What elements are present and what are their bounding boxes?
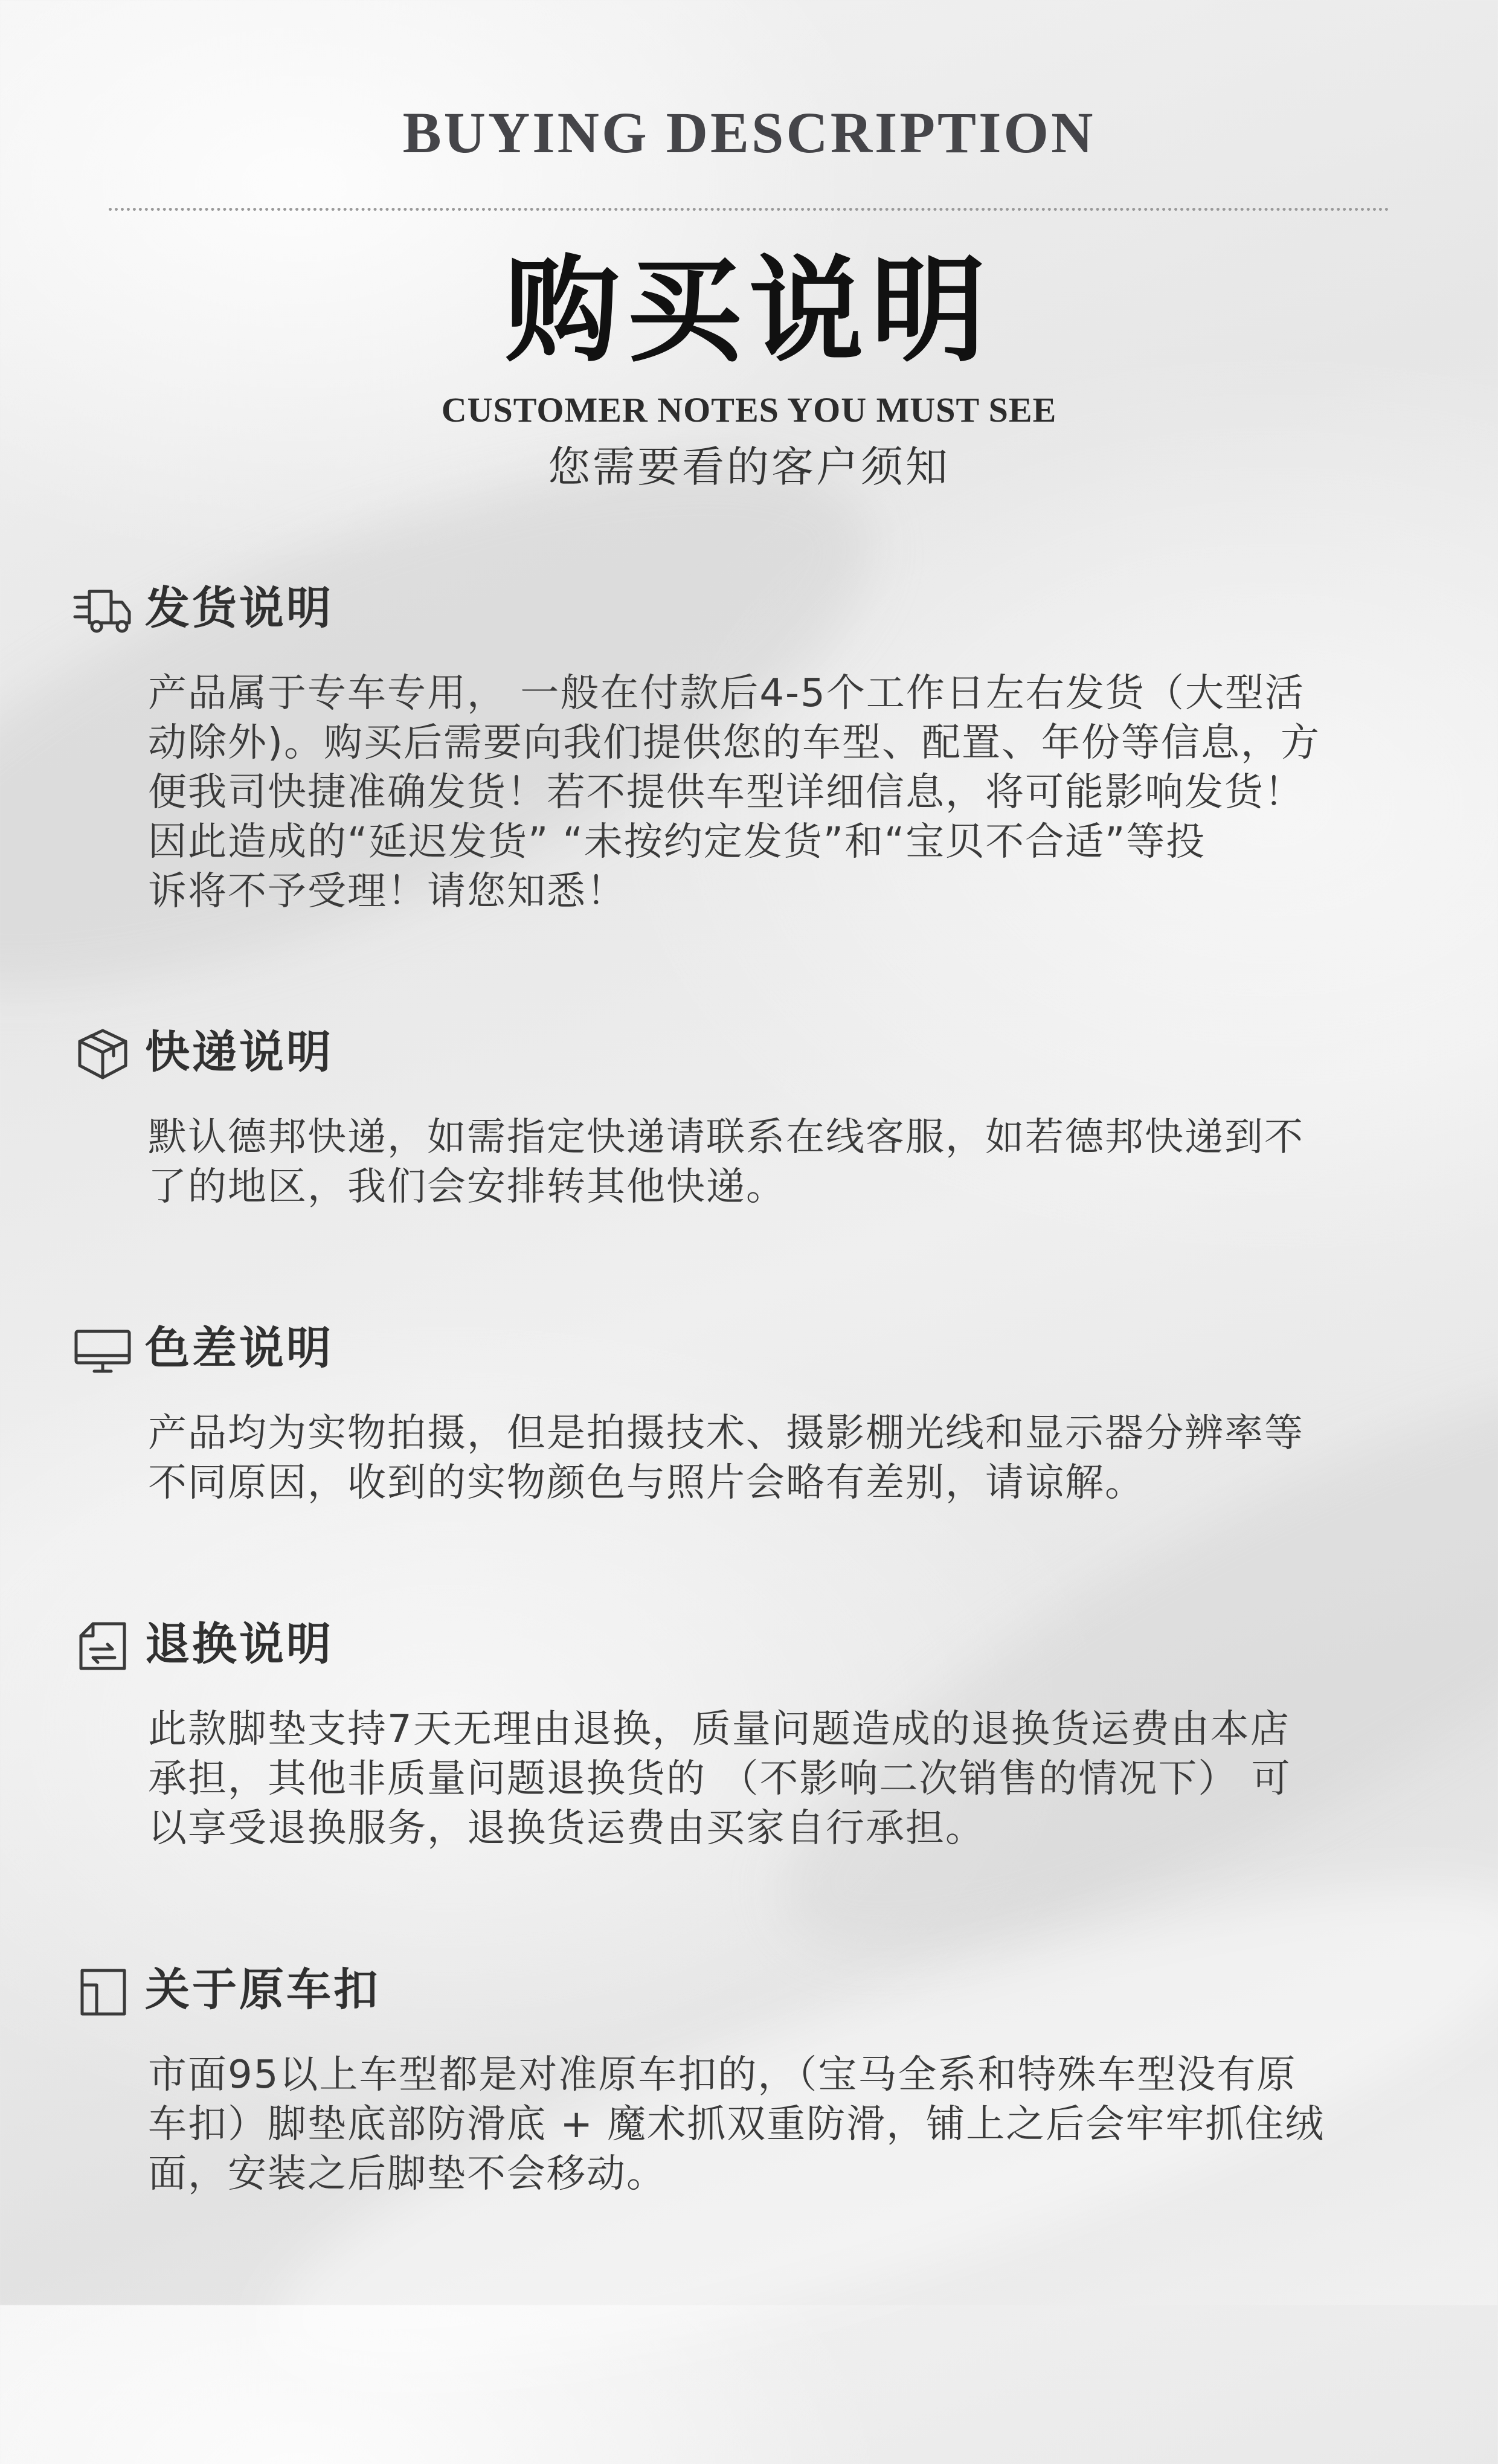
monitor-icon [72, 1323, 133, 1377]
package-box-icon [72, 1027, 133, 1081]
section-body [148, 669, 1483, 916]
body-line: 此款脚垫支持7天无理由退换，质量问题造成的退换货运费由本店 [148, 1707, 1290, 1752]
buckle-clip-icon [72, 1964, 133, 2019]
section-header [72, 1317, 1426, 1383]
section-header [72, 1021, 1426, 1087]
section-header [72, 1613, 1426, 1679]
section-original-clip [72, 1958, 1426, 2199]
section-return [72, 1613, 1426, 1853]
section-header [72, 1958, 1426, 2025]
section-title: 关于原车扣 [145, 1964, 381, 2016]
section-title: 快递说明 [145, 1026, 333, 1078]
body-line: 了的地区，我们会安排转其他快递。 [148, 1165, 786, 1209]
chinese-subtitle: 您需要看的客户须知 [548, 442, 950, 492]
section-body [148, 1113, 1483, 1212]
return-exchange-icon [72, 1619, 133, 1673]
section-title: 退换说明 [145, 1618, 333, 1670]
body-line: 车扣）脚垫底部防滑底 + 魔术抓双重防滑，铺上之后会牢牢抓住绒 [148, 2102, 1325, 2147]
english-subtitle: CUSTOMER NOTES YOU MUST SEE [441, 390, 1057, 429]
body-line: 以享受退换服务，退换货运费由买家自行承担。 [148, 1806, 985, 1851]
section-header [72, 577, 1426, 643]
body-line: 动除外)。购买后需要向我们提供您的车型、配置、年份等信息，方 [148, 721, 1320, 765]
body-line: 承担，其他非质量问题退换货的 （不影响二次销售的情况下） 可 [148, 1757, 1291, 1801]
page-title: 购买说明 [504, 244, 993, 378]
body-line: 市面95以上车型都是对准原车扣的，（宝马全系和特殊车型没有原 [148, 2053, 1297, 2097]
section-body [148, 1409, 1483, 1508]
section-color [72, 1317, 1426, 1508]
section-body [148, 2050, 1483, 2199]
body-line: 不同原因，收到的实物颜色与照片会略有差别，请谅解。 [148, 1461, 1145, 1505]
body-line: 产品均为实物拍摄，但是拍摄技术、摄影棚光线和显示器分辨率等 [148, 1411, 1304, 1456]
section-shipping [72, 577, 1426, 916]
section-courier [72, 1021, 1426, 1212]
section-body [148, 1705, 1483, 1853]
delivery-truck-icon [72, 583, 133, 637]
body-line: 便我司快捷准确发货！若不提供车型详细信息，将可能影响发货！ [148, 770, 1304, 815]
body-line: 因此造成的“延迟发货” “未按约定发货”和“宝贝不合适”等投 [148, 820, 1206, 864]
body-line: 产品属于专车专用， 一般在付款后4-5个工作日左右发货（大型活 [148, 671, 1305, 716]
section-title: 发货说明 [145, 582, 333, 634]
body-line: 诉将不予受理！请您知悉！ [148, 869, 626, 914]
body-line: 默认德邦快递，如需指定快递请联系在线客服，如若德邦快递到不 [148, 1115, 1304, 1160]
dotted-divider [109, 208, 1389, 211]
english-title: BUYING DESCRIPTION [402, 100, 1096, 165]
section-title: 色差说明 [145, 1322, 333, 1374]
body-line: 面，安装之后脚垫不会移动。 [148, 2152, 666, 2196]
